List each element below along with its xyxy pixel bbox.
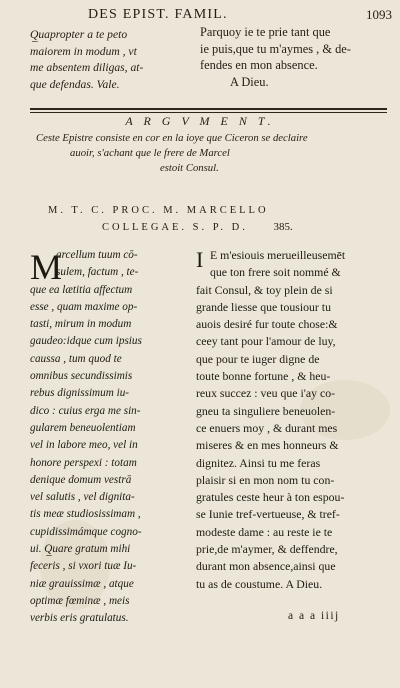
french-line: ceey tant pour l'amour de luy, bbox=[196, 334, 336, 349]
argument-line: auoir, s'achant que le frere de Marcel bbox=[70, 147, 230, 159]
french-line: ie puis,que tu m'aymes , & de- bbox=[200, 41, 351, 56]
latin-line: esse , quam maxime op- bbox=[30, 300, 138, 313]
latin-line: me absentem diligas, at- bbox=[30, 61, 144, 74]
french-continuation bbox=[200, 24, 395, 90]
signature-mark: a a a iiij bbox=[288, 610, 340, 622]
latin-column bbox=[30, 247, 188, 628]
french-line: dignitez. Ainsi tu me feras bbox=[196, 455, 321, 470]
latin-line: ui. Q̲uare gratum mihi bbox=[30, 543, 131, 556]
french-line: se Iunie tref-vertueuse, & tref- bbox=[196, 507, 340, 522]
french-line: plaisir si en mon nom tu con- bbox=[196, 472, 335, 487]
address-line: COLLEGAE. S. P. D. bbox=[102, 222, 248, 233]
french-line: que ton frere soit nommé & bbox=[210, 265, 341, 280]
section-rule bbox=[30, 108, 387, 110]
latin-line: que ea lætitia affectum bbox=[30, 283, 133, 296]
latin-line: Q̲uapropter a te peto bbox=[30, 28, 128, 41]
french-line: gneu ta singuliere beneuolen- bbox=[196, 403, 336, 418]
french-line: ce enuers moy , & durant mes bbox=[196, 420, 338, 435]
latin-line: arcellum tuum cō- bbox=[56, 249, 138, 261]
latin-line: honore perspexi : totam bbox=[30, 456, 137, 469]
latin-continuation bbox=[30, 27, 190, 93]
latin-line: denique domum vestrā bbox=[30, 473, 132, 486]
latin-line: que defendas. Vale. bbox=[30, 77, 120, 91]
page-number: 1093 bbox=[366, 7, 392, 22]
latin-line: tasti, mirum in modum bbox=[30, 318, 132, 331]
french-column bbox=[196, 247, 386, 593]
latin-line: vel in labore meo, vel in bbox=[30, 439, 138, 452]
latin-line: sulem, factum , te- bbox=[56, 266, 139, 279]
running-head bbox=[88, 7, 392, 23]
french-line: modeste dame : au reste ie te bbox=[196, 524, 333, 539]
latin-line: omnibus secundissimis bbox=[30, 370, 133, 383]
argument-heading: A R G V M E N T. bbox=[125, 114, 275, 128]
argument-text bbox=[36, 131, 384, 176]
letter-address bbox=[48, 202, 388, 236]
french-line: durant mon absence,ainsi que bbox=[196, 559, 336, 574]
latin-drop-cap: M bbox=[30, 247, 63, 287]
french-line: A Dieu. bbox=[230, 74, 269, 89]
french-line: auois desiré fur toute chose:& bbox=[196, 317, 338, 332]
latin-line: verbis eris gratulatus. bbox=[30, 612, 129, 625]
section-rule-thin bbox=[30, 112, 387, 113]
french-line: reux succez : veu que i'ay co- bbox=[196, 386, 336, 401]
latin-line: tis meæ studiosissimam , bbox=[30, 508, 141, 521]
latin-line: vel salutis , vel dignita- bbox=[30, 491, 135, 504]
french-line: fendes en mon absence. bbox=[200, 58, 318, 72]
french-line: fait Consul, & toy plein de si bbox=[196, 282, 333, 297]
argument-line: estoit Consul. bbox=[160, 162, 219, 174]
latin-line: gularem beneuolentiam bbox=[30, 421, 136, 434]
latin-line: caussa , tum quod te bbox=[30, 352, 122, 365]
latin-line: feceris , si vxori tuæ Iu- bbox=[30, 560, 137, 573]
french-line: Parquoy ie te prie tant que bbox=[200, 25, 331, 39]
latin-line: maiorem in modum , vt bbox=[30, 44, 137, 58]
french-line: gratules ceste heur à ton espou- bbox=[196, 490, 345, 505]
french-line: prie,de m'aymer, & deffendre, bbox=[196, 542, 338, 557]
latin-line: rebus dignissimum iu- bbox=[30, 387, 130, 400]
french-line: que pour te iuger digne de bbox=[196, 351, 320, 366]
argument-line: Ceste Epistre consiste en cor en la ioye que Ciceron se declaire bbox=[36, 132, 308, 144]
french-line: E m'esiouis merueilleusemēt bbox=[210, 248, 346, 262]
french-line: toute bonne fortune , & heu- bbox=[196, 369, 331, 384]
letter-number: 385. bbox=[273, 221, 293, 233]
french-line: miseres & en mes honneurs & bbox=[196, 438, 339, 453]
latin-line: dico : cuius erga me sin- bbox=[30, 404, 141, 417]
french-drop-cap: I bbox=[196, 247, 204, 272]
latin-line: gaudeo:idque cum ipsius bbox=[30, 335, 142, 348]
address-line: M. T. C. PROC. M. MARCELLO bbox=[48, 205, 269, 216]
french-line: tu as de coustume. A Dieu. bbox=[196, 576, 323, 591]
latin-line: optimæ fœminæ , meis bbox=[30, 594, 130, 607]
latin-line: cupidissimámque cogno- bbox=[30, 525, 142, 538]
running-title: DES EPIST. FAMIL. bbox=[88, 7, 228, 22]
latin-line: niæ grauissimæ , atque bbox=[30, 577, 134, 590]
french-line: grande liesse que tousiour tu bbox=[196, 299, 331, 314]
